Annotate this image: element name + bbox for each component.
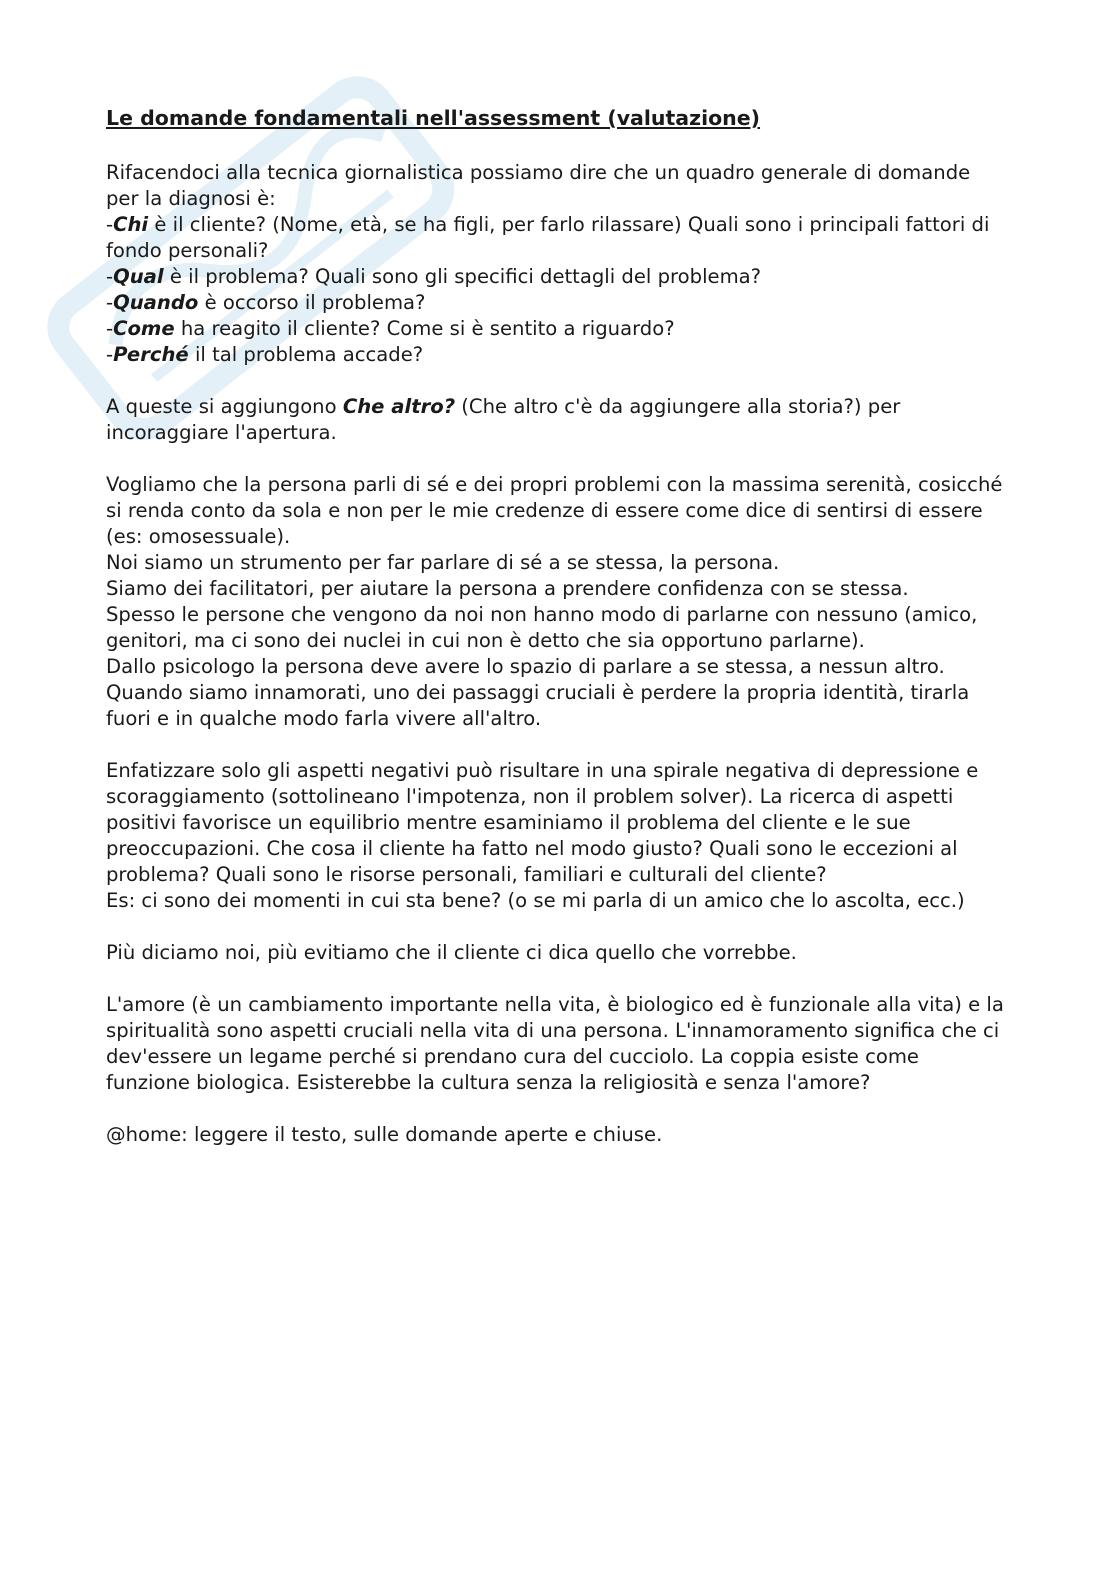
text-line: Es: ci sono dei momenti in cui sta bene? (o se mi parla di un amico che lo ascolta, ecc.) bbox=[106, 889, 965, 912]
question-how: -Come ha reagito il cliente? Come si è sentito a riguardo? bbox=[106, 317, 675, 340]
paragraph-amore: L'amore (è un cambiamento importante nella vita, è biologico ed è funzionale alla vita) e la spiritualità sono aspetti cruciali nella vita di una persona. L'innamoramento significa che ci dev'essere un legame perché si prendano cura del cucciolo. La coppia esiste come funzione biologica. Esisterebbe la cultura senza la religiosità e senza l'amore? bbox=[106, 993, 1004, 1094]
intro-paragraph bbox=[106, 160, 1006, 368]
paragraph-piu-diciamo: Più diciamo noi, più evitiamo che il cliente ci dica quello che vorrebbe. bbox=[106, 941, 797, 964]
paragraph-aspetti-negativi bbox=[106, 758, 1006, 914]
question-who: -Chi è il cliente? (Nome, età, se ha figli, per farlo rilassare) Quali sono i principali fattori di fondo personali? bbox=[106, 213, 990, 262]
text-line: Spesso le persone che vengono da noi non hanno modo di parlarne con nessuno (amico, genitori, ma ci sono dei nuclei in cui non è detto che sia opportuno parlarne). bbox=[106, 603, 978, 652]
text-line: Siamo dei facilitatori, per aiutare la persona a prendere confidenza con se stessa. bbox=[106, 577, 909, 600]
text-line: Enfatizzare solo gli aspetti negativi può risultare in una spirale negativa di depressione e scoraggiamento (sottolineano l'impotenza, non il problem solver). La ricerca di aspetti positivi favorisce un equilibrio mentre esaminiamo il problema del cliente e le sue preoccupazioni. Che cosa il cliente ha fatto nel modo giusto? Quali sono le eccezioni al problema? Quali sono le risorse personali, familiari e culturali del cliente? bbox=[106, 759, 979, 886]
question-what: -Qual è il problema? Quali sono gli specifici dettagli del problema? bbox=[106, 265, 762, 288]
text-line: Dallo psicologo la persona deve avere lo spazio di parlare a se stessa, a nessun altro. bbox=[106, 655, 945, 678]
text-line: Quando siamo innamorati, uno dei passaggi cruciali è perdere la propria identità, tirarla fuori e in qualche modo farla vivere all'altro. bbox=[106, 681, 970, 730]
paragraph-che-altro: A queste si aggiungono Che altro? (Che altro c'è da aggiungere alla storia?) per incoraggiare l'apertura. bbox=[106, 395, 901, 444]
document-page bbox=[106, 102, 1006, 1174]
question-why: -Perché il tal problema accade? bbox=[106, 343, 424, 366]
paragraph-serenita bbox=[106, 472, 1006, 732]
intro-text: Rifacendoci alla tecnica giornalistica possiamo dire che un quadro generale di domande per la diagnosi è: bbox=[106, 161, 971, 210]
text-line: Noi siamo un strumento per far parlare di sé a se stessa, la persona. bbox=[106, 551, 780, 574]
paragraph-home: @home: leggere il testo, sulle domande aperte e chiuse. bbox=[106, 1123, 663, 1146]
page-title: Le domande fondamentali nell'assessment (valutazione) bbox=[106, 106, 761, 130]
question-when: -Quando è occorso il problema? bbox=[106, 291, 426, 314]
text-line: Vogliamo che la persona parli di sé e dei propri problemi con la massima serenità, cosicché si renda conto da sola e non per le mie credenze di essere come dice di sentirsi di essere (es: omosessuale). bbox=[106, 473, 1003, 548]
